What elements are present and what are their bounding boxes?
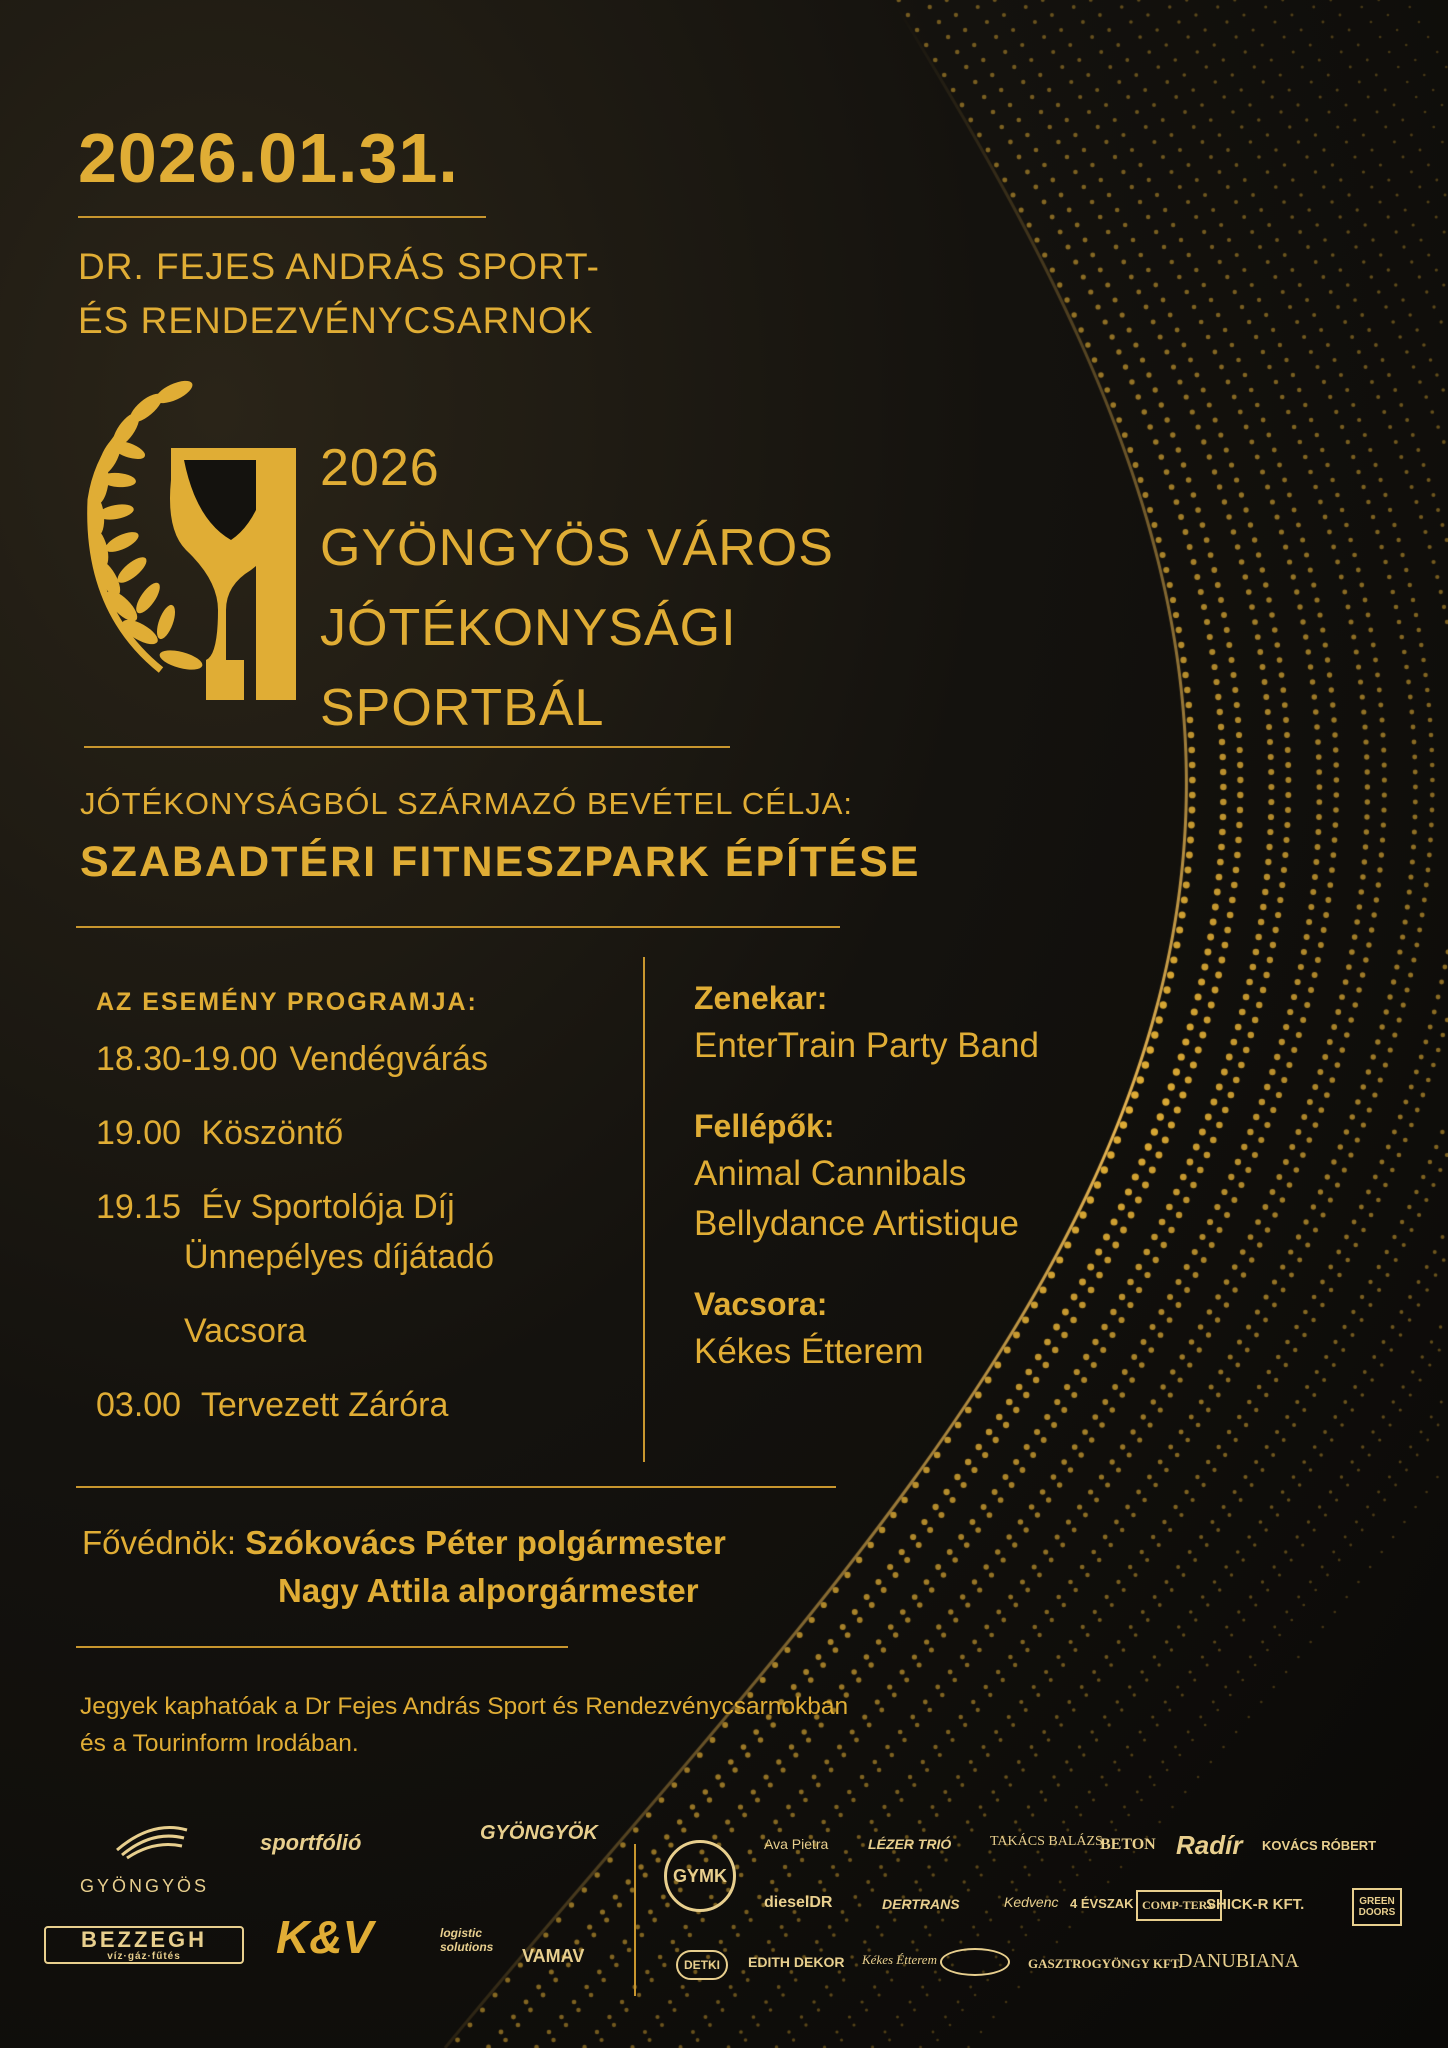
gyongyos-logo-icon <box>112 1820 192 1860</box>
sponsor-radir: Radír <box>1176 1830 1243 1860</box>
divider <box>76 1486 836 1488</box>
program-item <box>184 1312 306 1351</box>
sponsor-kovacs: KOVÁCS RÓBERT <box>1262 1838 1377 1853</box>
sponsor-dertrans: DERTRANS <box>882 1896 960 1912</box>
sponsor-edith-dekor: EDITH DEKOR <box>748 1954 845 1970</box>
trophy-laurel-icon <box>66 370 316 710</box>
divider <box>78 216 486 218</box>
sponsor-danubiana: DANUBIANA <box>1178 1950 1300 1972</box>
sponsor-kedvenc: Kedvenc <box>1004 1894 1059 1910</box>
program-text: Vendégvárás <box>289 1040 488 1078</box>
program-item <box>96 1188 455 1227</box>
purpose-label: JÓTÉKONYSÁGBÓL SZÁRMAZÓ BEVÉTEL CÉLJA: <box>80 786 853 821</box>
program-time: 19.15 <box>96 1188 182 1226</box>
sponsor-4-evszak: 4 ÉVSZAK <box>1070 1896 1134 1911</box>
sponsor-ava-pietra: Ava Pietra <box>764 1836 829 1852</box>
performer-1: Animal Cannibals <box>694 1154 967 1193</box>
program-text: Vacsora <box>184 1312 307 1350</box>
sponsor-kekes-etterem: Kékes Étterem <box>862 1952 937 1967</box>
sponsor-sportfolio: sportfólió <box>260 1830 362 1855</box>
program-item <box>96 1114 343 1153</box>
patron-name-1: Szókovács Péter polgármester <box>245 1524 726 1561</box>
performers-label: Fellépők: <box>694 1108 835 1144</box>
sponsor-logistic: logistic solutions <box>440 1926 494 1954</box>
program-text: Év Sportolója Díj <box>201 1188 455 1226</box>
title-year: 2026 <box>320 439 440 497</box>
venue-line-2: ÉS RENDEZVÉNYCSARNOK <box>78 300 594 341</box>
sponsor-beton: BETON <box>1100 1836 1156 1853</box>
title-line-3: SPORTBÁL <box>320 679 605 737</box>
program-text: Tervezett Záróra <box>200 1386 449 1424</box>
sponsor-vamav: VAMAV <box>522 1946 585 1966</box>
patrons <box>82 1524 726 1610</box>
program-item <box>96 1040 488 1079</box>
program-time: 19.00 <box>96 1114 182 1152</box>
dinner-label: Vacsora: <box>694 1286 828 1322</box>
event-date: 2026.01.31. <box>78 119 459 197</box>
ticket-line-2: és a Tourinform Irodában. <box>80 1730 359 1757</box>
ticket-line-1: Jegyek kaphatóak a Dr Fejes András Sport és Rendezvénycsarnokban <box>80 1693 849 1720</box>
sponsor-kv: K&V <box>276 1911 374 1963</box>
divider <box>76 1646 568 1648</box>
program-text: Ünnepélyes díjátadó <box>184 1238 495 1276</box>
sponsor-detki: DETKI <box>676 1950 728 1980</box>
sponsor-divider <box>634 1844 636 1996</box>
program-item <box>184 1238 494 1277</box>
program-heading: AZ ESEMÉNY PROGRAMJA: <box>96 988 478 1016</box>
ticket-info <box>80 1688 848 1762</box>
sponsor-bezzegh: BEZZEGH víz·gáz·fűtés <box>44 1926 244 1964</box>
purpose-value: SZABADTÉRI FITNESZPARK ÉPÍTÉSE <box>80 838 921 886</box>
program-time: 18.30-19.00 <box>96 1040 278 1078</box>
divider <box>76 926 840 928</box>
sponsor-oval-logo <box>940 1948 1010 1976</box>
event-title <box>320 428 834 748</box>
sponsor-logos <box>0 1800 1448 2020</box>
patron-name-2: Nagy Attila alporgármester <box>278 1572 699 1609</box>
column-divider <box>643 957 645 1462</box>
title-line-2: JÓTÉKONYSÁGI <box>320 599 737 657</box>
sponsor-green-doors: GREEN DOORS <box>1352 1888 1402 1926</box>
sponsor-lezer-trio: LÉZER TRIÓ <box>868 1836 952 1852</box>
dinner-venue: Kékes Étterem <box>694 1332 924 1371</box>
sponsor-dieseldr: dieselDR <box>764 1894 833 1911</box>
sponsor-takacs: TAKÁCS BALÁZS <box>990 1834 1103 1849</box>
title-line-1: GYÖNGYÖS VÁROS <box>320 519 834 577</box>
divider <box>84 746 730 748</box>
band-label: Zenekar: <box>694 980 828 1016</box>
patron-label: Fővédnök: <box>82 1524 237 1561</box>
venue-line-1: DR. FEJES ANDRÁS SPORT- <box>78 246 600 287</box>
program-text: Köszöntő <box>201 1114 344 1152</box>
sponsor-gymk: GYMK <box>664 1840 736 1912</box>
sponsor-gasztrogyongy: GASZTROGYÖNGY KFT. <box>1028 1956 1182 1971</box>
sponsor-gyongyos: GYÖNGYÖS <box>80 1876 210 1896</box>
sponsor-shick-r: SHICK-R KFT. <box>1206 1896 1305 1913</box>
band-name: EnterTrain Party Band <box>694 1026 1039 1065</box>
sponsor-comp-terv: COMP-TERV <box>1136 1890 1222 1921</box>
program-item <box>96 1386 448 1425</box>
venue <box>78 240 600 348</box>
program-time: 03.00 <box>96 1386 182 1424</box>
performer-2: Bellydance Artistique <box>694 1204 1019 1243</box>
sponsor-gyongyok: GYÖNGYÖK <box>480 1822 598 1844</box>
